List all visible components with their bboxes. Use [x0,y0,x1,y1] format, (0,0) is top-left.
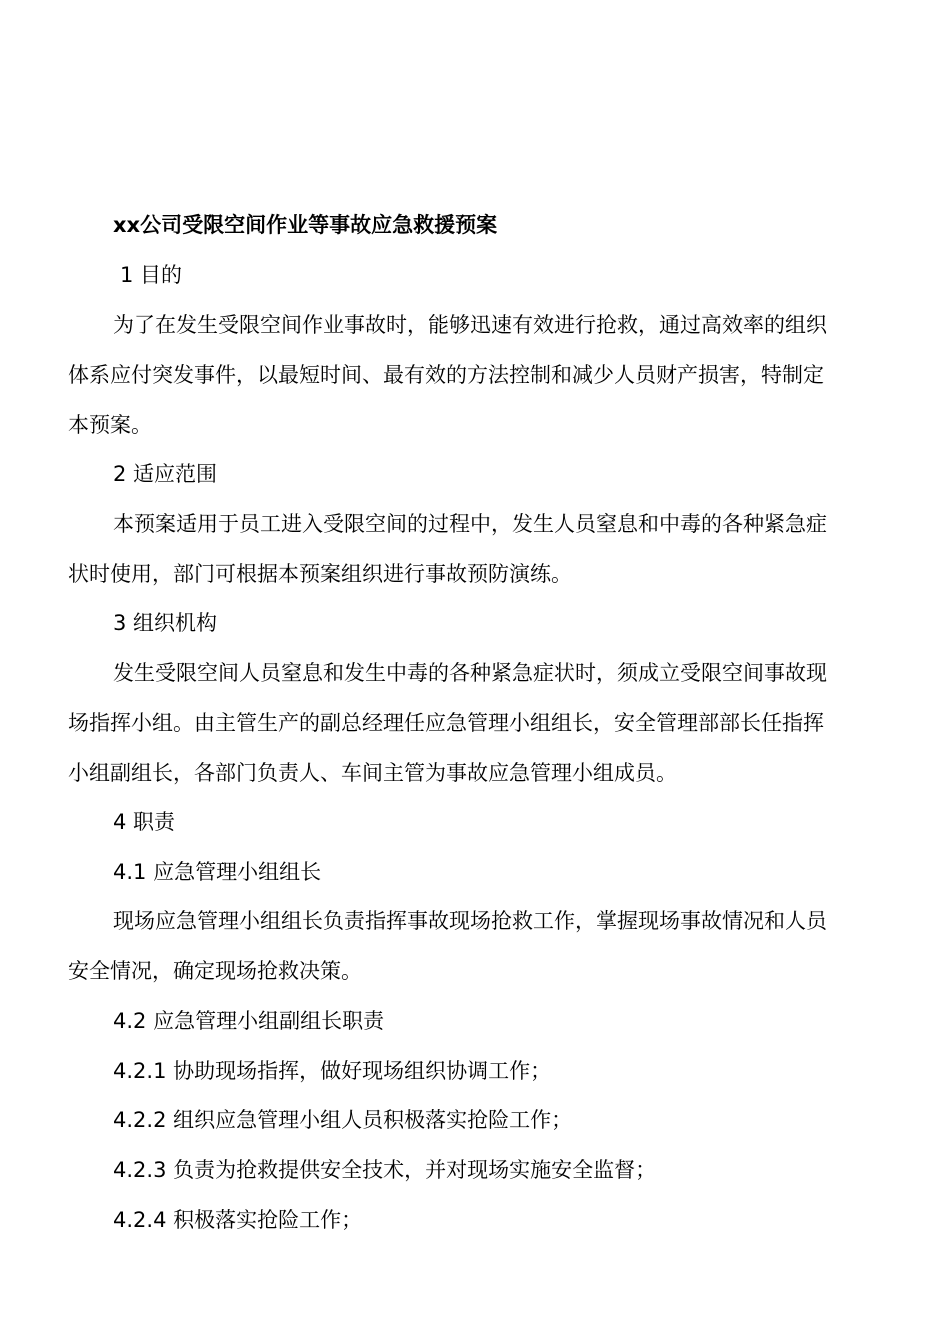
list-item: 4.2.3 负责为抢救提供安全技术，并对现场实施安全监督； [113,1158,657,1182]
paragraph-line: 场指挥小组。由主管生产的副总经理任应急管理小组组长，安全管理部部长任指挥 [68,711,824,735]
paragraph-line: 本预案适用于员工进入受限空间的过程中，发生人员窒息和中毒的各种紧急症 [113,512,827,536]
paragraph-line: 状时使用，部门可根据本预案组织进行事故预防演练。 [68,562,572,586]
section-heading-purpose: 1 目的 [120,263,183,287]
paragraph-line: 本预案。 [68,413,152,437]
subsection-heading-leader: 4.1 应急管理小组组长 [113,860,322,884]
list-item: 4.2.4 积极落实抢险工作； [113,1208,363,1232]
paragraph-line: 安全情况，确定现场抢救决策。 [68,959,362,983]
paragraph-line: 小组副组长，各部门负责人、车间主管为事故应急管理小组成员。 [68,761,677,785]
list-item: 4.2.2 组织应急管理小组人员积极落实抢险工作； [113,1108,573,1132]
paragraph-line: 为了在发生受限空间作业事故时，能够迅速有效进行抢救，通过高效率的组织 [113,313,827,337]
section-heading-scope: 2 适应范围 [113,462,218,486]
paragraph-line: 体系应付突发事件，以最短时间、最有效的方法控制和减少人员财产损害，特制定 [68,363,824,387]
subsection-heading-deputy: 4.2 应急管理小组副组长职责 [113,1009,385,1033]
paragraph-line: 现场应急管理小组组长负责指挥事故现场抢救工作，掌握现场事故情况和人员 [113,909,827,933]
section-heading-duties: 4 职责 [113,810,176,834]
document-title: xx公司受限空间作业等事故应急救援预案 [113,213,498,237]
section-heading-organization: 3 组织机构 [113,611,218,635]
paragraph-line: 发生受限空间人员窒息和发生中毒的各种紧急症状时，须成立受限空间事故现 [113,661,827,685]
list-item: 4.2.1 协助现场指挥，做好现场组织协调工作； [113,1059,552,1083]
